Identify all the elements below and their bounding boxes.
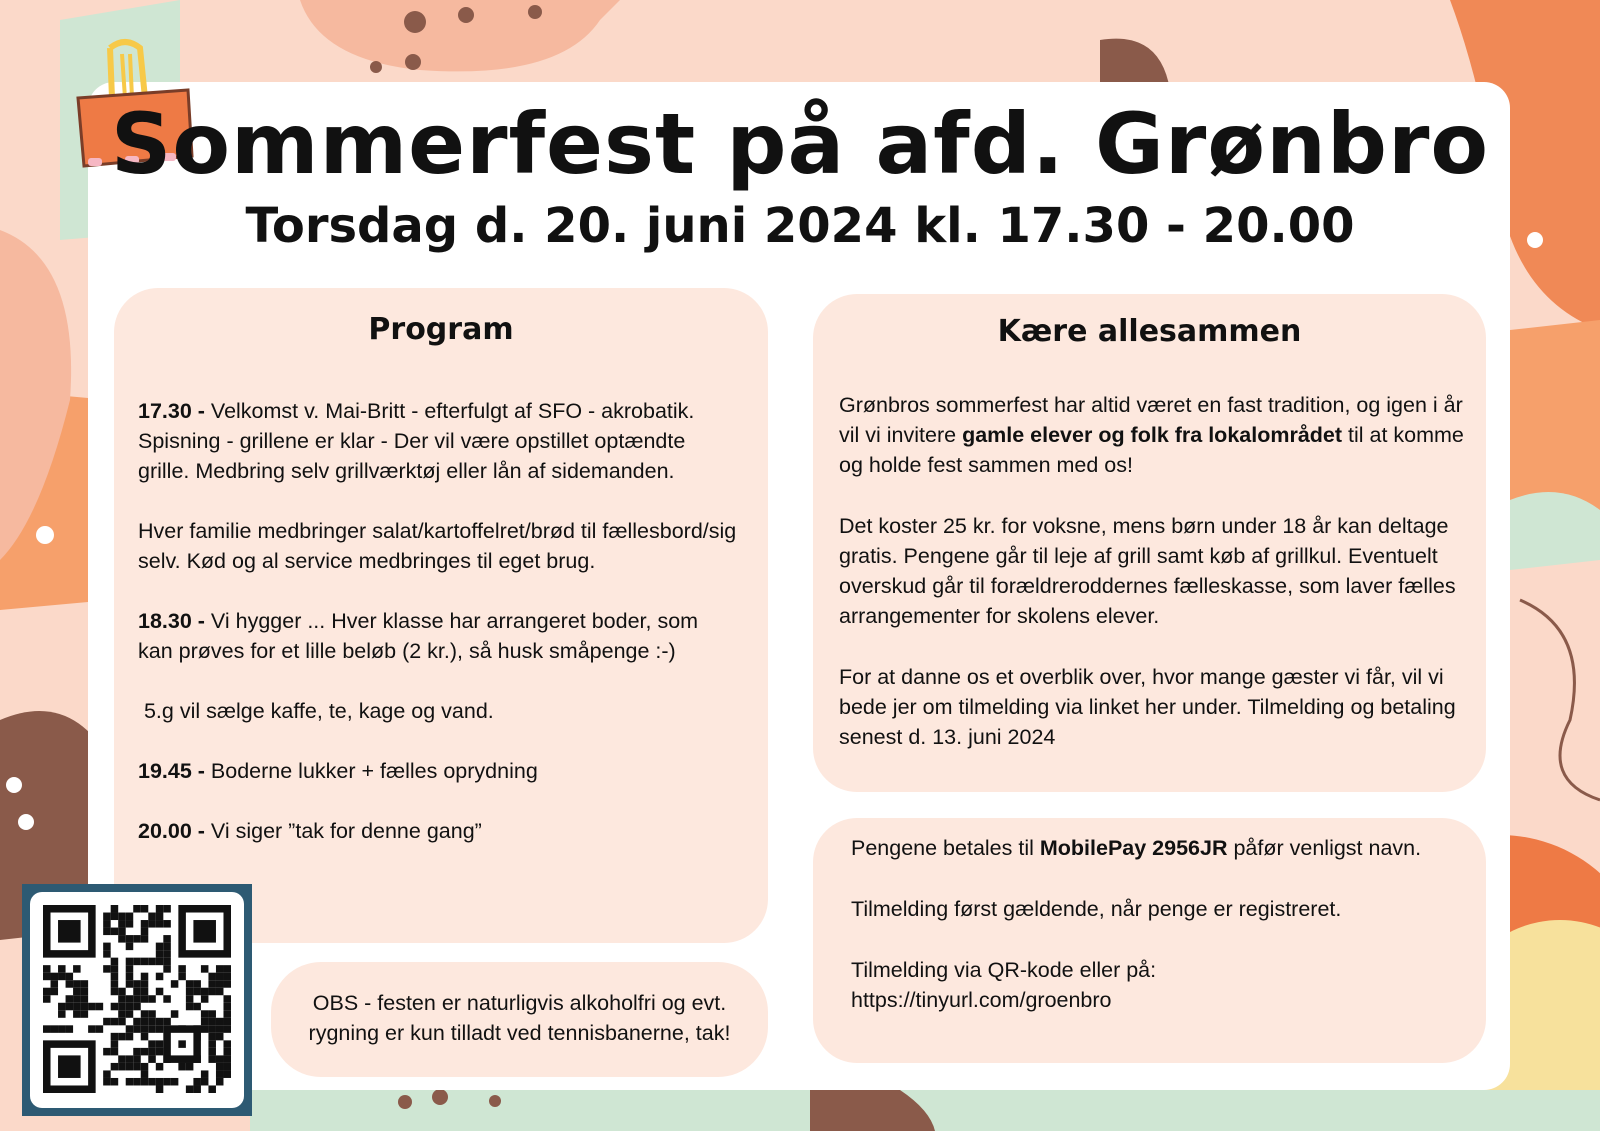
program-panel xyxy=(114,288,768,943)
qr-code-icon[interactable] xyxy=(43,905,231,1093)
program-time: 18.30 - xyxy=(138,609,205,633)
program-time: 17.30 - xyxy=(138,399,205,423)
program-desc: Vi siger ”tak for denne gang” xyxy=(204,819,482,843)
program-item xyxy=(138,516,738,576)
program-desc: Boderne lukker + fælles oprydning xyxy=(204,759,538,783)
program-time: 20.00 - xyxy=(138,819,205,843)
intro-highlight: gamle elever og folk fra lokalområdet xyxy=(962,423,1343,447)
program-item xyxy=(138,816,738,846)
payment-panel xyxy=(813,818,1486,1063)
program-item xyxy=(138,606,738,666)
payment-text xyxy=(851,832,1471,1046)
payment-line: Tilmelding via QR-kode eller på: xyxy=(851,958,1157,982)
intro-text xyxy=(839,390,1469,783)
program-item xyxy=(138,756,738,786)
intro-text-part: Grønbros sommerfest har altid været en fast tradition, og igen i år vil vi invitere xyxy=(839,393,1463,447)
payment-text-part: påfør venligst navn. xyxy=(1227,836,1422,860)
payment-text-part: Pengene betales til xyxy=(851,836,1040,860)
payment-line: Tilmelding først gældende, når penge er registreret. xyxy=(851,897,1342,921)
signup-link[interactable]: https://tinyurl.com/groenbro xyxy=(851,988,1112,1012)
mobilepay-number: MobilePay 2956JR xyxy=(1039,836,1228,860)
qr-code-frame xyxy=(22,884,252,1116)
page-title: Sommerfest på afd. Grønbro xyxy=(110,95,1490,193)
program-heading: Program xyxy=(368,312,514,347)
intro-heading: Kære allesammen xyxy=(997,314,1302,349)
obs-text: OBS - festen er naturligvis alkoholfri og evt. rygning er kun tilladt ved tennisbanerne, tak! xyxy=(308,991,731,1045)
program-desc: Hver familie medbringer salat/kartoffelret/brød til fællesbord/sig selv. Kød og al service medbringes til eget brug. xyxy=(138,519,737,573)
intro-text-part: til at komme og holde fest sammen med os! xyxy=(839,423,1464,477)
program-desc: Velkomst v. Mai-Britt - efterfulgt af SFO - akrobatik. Spisning - grillene er klar - Der vil være opstillet optændte grille. Medbring selv grillværktøj eller lån af sidemanden. xyxy=(138,399,695,483)
qr-code-background xyxy=(30,892,244,1108)
intro-paragraph xyxy=(839,390,1469,480)
program-time: 19.45 - xyxy=(138,759,205,783)
intro-paragraph: For at danne os et overblik over, hvor mange gæster vi får, vil vi bede jer om tilmelding via linket her under. Tilmelding og betaling senest d. 13. juni 2024 xyxy=(839,665,1456,749)
program-desc: 5.g vil sælge kaffe, te, kage og vand. xyxy=(138,699,494,723)
intro-paragraph: Det koster 25 kr. for voksne, mens børn under 18 år kan deltage gratis. Pengene går til leje af grill samt køb af grillkul. Eventuelt overskud går til forældreroddernes fælleskasse, som laver fælles arrangementer for skolens elever. xyxy=(839,514,1456,628)
program-item xyxy=(138,396,738,486)
program-item xyxy=(138,696,738,726)
intro-panel xyxy=(813,294,1486,792)
event-date: Torsdag d. 20. juni 2024 kl. 17.30 - 20.00 xyxy=(245,198,1355,254)
payment-line xyxy=(851,833,1471,863)
program-text xyxy=(138,396,738,876)
program-desc: Vi hygger ... Hver klasse har arrangeret boder, som kan prøves for et lille beløb (2 kr.), så husk småpenge :-) xyxy=(138,609,699,663)
obs-panel xyxy=(271,962,768,1077)
